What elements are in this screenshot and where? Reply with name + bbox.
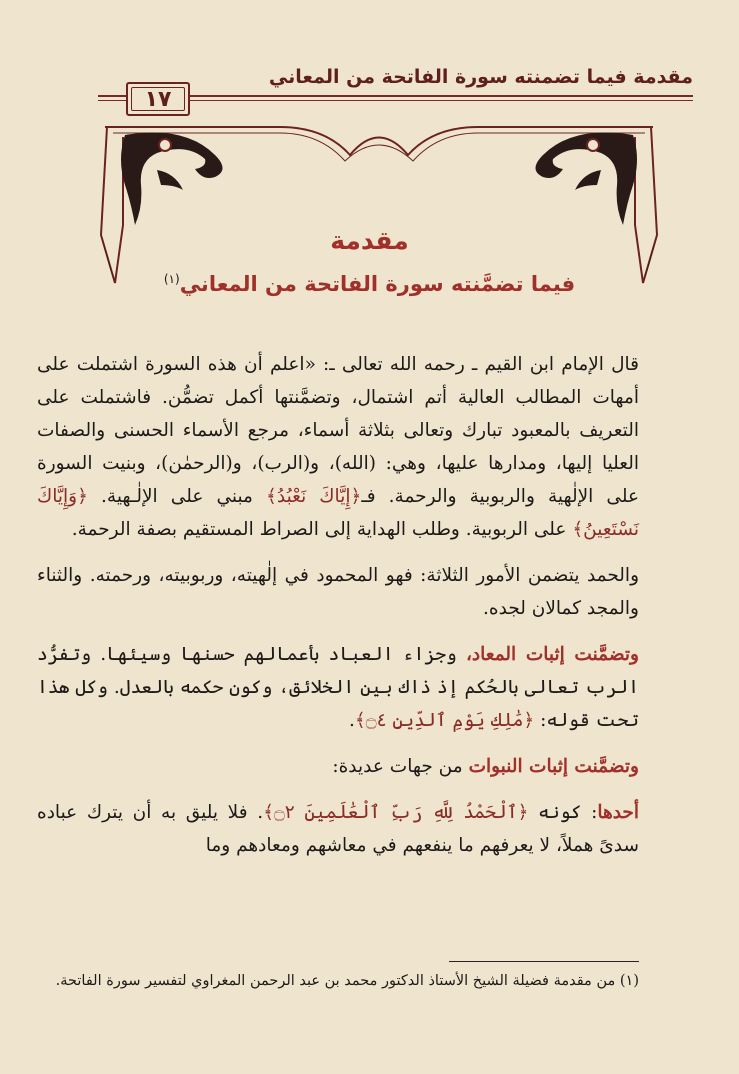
paragraph-text: قال الإمام ابن القيم ـ رحمه الله تعالى ـ: «اعلم أن هذه السورة اشتملت على أمهات المطالب العالية أتم اشتمال، وتضمَّنتها أكمل تضمُّن. فاشتملت على التعريف بالمعبود تبارك وتعالى بثلاثة أسماء، مرجع الأسماء الحسنى والصفات العليا إليها، ومدارها عليها، وهي: (الله)، و(الرب)، و(الرحمٰن)، وبنيت السورة على الإلٰهية والربوبية والرحمة. فـ: [37, 354, 639, 507]
footnote-marker: (١): [619, 973, 639, 989]
body-text: [37, 348, 639, 875]
footnote-rule: [449, 961, 639, 962]
subtitle-text: فيما تضمَّنته سورة الفاتحة من المعاني: [179, 272, 576, 296]
footnote-ref: (١): [163, 272, 180, 286]
chapter-title: مقدمة: [330, 226, 409, 255]
decorative-frame-ornament: [95, 115, 663, 290]
quran-verse: ﴿وَإِيَّاكَ نَسْتَعِينُ﴾: [37, 486, 639, 540]
paragraph-text: .: [349, 710, 355, 731]
paragraph: [37, 559, 639, 625]
paragraph-text: . فلا يليق به أن يترك عباده سدىً هملاً، لا يعرفهم ما ينفعهم في معاشهم ومعادهم وما: [37, 802, 639, 856]
paragraph: [37, 638, 639, 737]
paragraph-lead: أحدها: [597, 802, 639, 823]
running-header-title: مقدمة فيما تضمنته سورة الفاتحة من المعاني: [268, 66, 693, 88]
paragraph: [37, 348, 639, 546]
quran-verse: ﴿مَٰلِكِ يَوْمِ ٱلدِّينِ ۝٤﴾: [354, 710, 535, 731]
paragraph-text: مبني على الإلٰـهية.: [87, 486, 267, 507]
paragraph: [37, 750, 639, 783]
paragraph: [37, 796, 639, 862]
footnote-text: من مقدمة فضيلة الشيخ الأستاذ الدكتور محمد بن عبد الرحمن المغراوي لتفسير سورة الفاتحة.: [55, 973, 616, 989]
paragraph-text: وجزاء العباد بأعمالهم حسنها وسيئها. وتفرُّد الرب تعالى بالحُكم إذ ذاك بين الخلائق، وكون حكمه بالعدل. وكل هذا تحت قوله:: [37, 644, 639, 731]
page-number: ١٧: [126, 82, 190, 116]
quran-verse: ﴿ٱلْحَمْدُ لِلَّهِ رَبِّ ٱلْعَٰلَمِينَ ۝٢﴾: [263, 802, 529, 823]
paragraph-text: : كونه: [528, 802, 598, 823]
paragraph-text: على الربوبية. وطلب الهداية إلى الصراط المستقيم بصفة الرحمة.: [71, 519, 573, 540]
paragraph-text: من جهات عديدة:: [332, 756, 469, 777]
paragraph-text: والحمد يتضمن الأمور الثلاثة: فهو المحمود في إلٰهيته، وربوبيته، ورحمته. والثناء والمجد كمالان لجده.: [37, 565, 639, 619]
paragraph-lead: وتضمَّنت إثبات المعاد،: [465, 644, 639, 665]
footnote: [43, 968, 639, 994]
chapter-subtitle: [0, 272, 739, 296]
paragraph-lead: وتضمَّنت إثبات النبوات: [468, 756, 639, 777]
quran-verse: ﴿إِيَّاكَ نَعْبُدُ﴾: [266, 486, 362, 507]
